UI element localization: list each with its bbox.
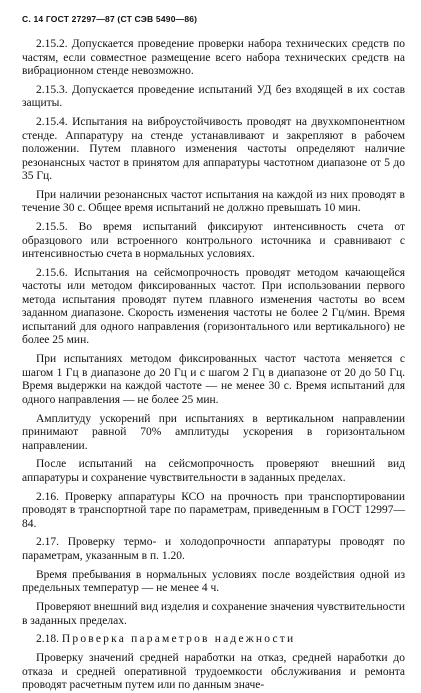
section-heading-2-18 bbox=[22, 633, 405, 647]
paragraph-normal-conditions: Время пребывания в нормальных условиях после воздействия одной из предельных температур — не менее 4 ч. bbox=[22, 568, 405, 595]
paragraph-2-15-4: 2.15.4. Испытания на виброустойчивость проводят на двухкомпонентном стенде. Аппаратуру на стенде устанавливают и закрепляют в рабочем положении. Путем плавного изменения частоты определяют наличие резонансных частот в принятом для аппаратуры частотном диапазоне от 5 до 35 Гц. bbox=[22, 116, 405, 183]
paragraph-2-17: 2.17. Проверку термо- и холодопрочности аппаратуры проводят по параметрам, указанным в п. 1.20. bbox=[22, 536, 405, 562]
paragraph-resonance: При наличии резонансных частот испытания на каждой из них проводят в течение 30 с. Общее время испытаний не должно превышать 10 мин. bbox=[22, 188, 405, 215]
paragraph-2-15-5: 2.15.5. Во время испытаний фиксируют интенсивность счета от образцового или встроенного контрольного источника и сравнивают с интенсивностью счета в нормальных условиях. bbox=[22, 221, 405, 261]
paragraph-fixed-frequencies: При испытаниях методом фиксированных частот частота меняется с шагом 1 Гц в диапазоне до 20 Гц и с шагом 2 Гц в диапазоне от 20 до 50 Гц. Время выдержки на каждой частоте — не менее 30 с. Время испытаний для одного направления — не более 25 мин. bbox=[22, 353, 405, 406]
document-body bbox=[22, 38, 405, 693]
paragraph-external-view: Проверяют внешний вид изделия и сохранение значения чувствительности в заданных пределах. bbox=[22, 601, 405, 627]
paragraph-2-15-2: 2.15.2. Допускается проведение проверки набора технических средств по частям, если совместное размещение всего набора технических средств на вибрационном стенде невозможно. bbox=[22, 38, 405, 77]
section-number: 2.18. bbox=[36, 633, 59, 646]
paragraph-2-16: 2.16. Проверку аппаратуры КСО на прочность при транспортировании проводят в транспортной таре по параметрам, приведенным в ГОСТ 12997—84. bbox=[22, 490, 405, 530]
section-title: Проверка параметров надежности bbox=[61, 633, 296, 646]
page-header: С. 14 ГОСТ 27297—87 (СТ СЭВ 5490—86) bbox=[22, 14, 198, 24]
paragraph-2-15-6: 2.15.6. Испытания на сейсмопрочность проводят методом качающейся частоты или методом фиксированных частот. При использовании первого метода испытания проводят путем плавного изменения частоты во всем заданном диапазоне. Скорость изменения частоты не более 2 Гц/мин. Время испытаний для одного направления (горизонтального или вертикального) не более 25 мин. bbox=[22, 266, 405, 347]
paragraph-2-15-3: 2.15.3. Допускается проведение испытаний УД без входящей в их состав защиты. bbox=[22, 83, 405, 110]
paragraph-reliability: Проверку значений средней наработки на отказ, средней наработки до отказа и средней оперативной трудоемкости обслуживания и ремонта проводят расчетным путем или по данным значе- bbox=[22, 652, 405, 692]
paragraph-amplitude: Амплитуду ускорений при испытаниях в вертикальном направлении принимают равной 70% амплитуды ускорения в горизонтальном направлении. bbox=[22, 412, 405, 452]
paragraph-after-seismic: После испытаний на сейсмопрочность проверяют внешний вид аппаратуры и сохранение чувствительности в заданных пределах. bbox=[22, 458, 405, 484]
